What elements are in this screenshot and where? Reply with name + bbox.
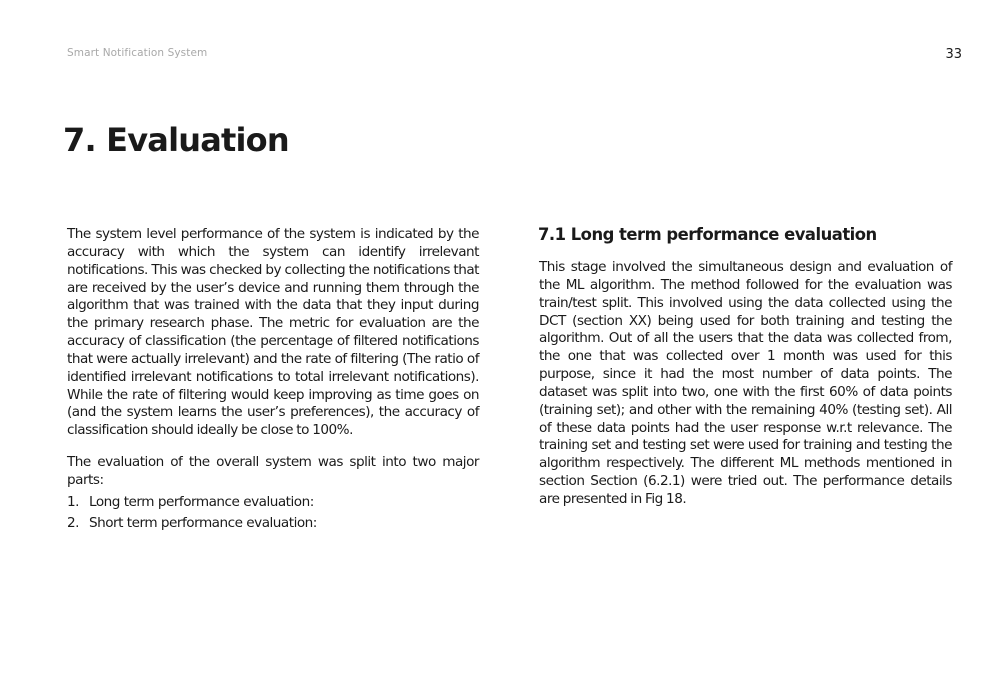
intro-paragraph: The system level performance of the system is indicated by the accuracy with which the system can identify irrelevant notifications. This was checked by collecting the notifications that are received by the user’s device and running them through the algorithm that was trained with the data that they input during the primary research phase. The metric for evaluation are the accuracy of classification (the percentage of filtered notifications that were actually irrelevant) and the rate of filtering (The ratio of identified irrelevant notifications to total irrelevant notifications). While the rate of filtering would keep improving as time goes on (and the system learns the user’s preferences), the accuracy of classification should ideally be close to 100%. [67,226,479,439]
chapter-title: 7. Evaluation [63,121,289,159]
list-item-text: Long term performance evaluation: [89,493,314,510]
list-item [67,494,479,512]
left-column [67,226,479,537]
page-number: 33 [945,47,962,62]
section-heading: 7.1 Long term performance evaluation [538,225,877,244]
running-header: Smart Notification System [67,47,208,59]
list-item [67,515,479,533]
list-marker: 2. [67,515,79,532]
evaluation-parts-list [67,494,479,533]
list-item-text: Short term performance evaluation: [89,515,317,532]
evaluation-split-paragraph: The evaluation of the overall system was split into two major parts: [67,454,479,488]
section-paragraph: This stage involved the simultaneous design and evaluation of the ML algorithm. The method followed for the evaluation was train/test split. This involved using the data collected using the DCT (section XX) being used for both training and testing the algorithm. Out of all the users that the data was collected from, the one that was collected over 1 month was used for this purpose, since it had the most number of data points. The dataset was split into two, one with the first 60% of data points (training set); and other with the remaining 40% (testing set). All of these data points had the user response w.r.t relevance. The training set and testing set were used for training and testing the algorithm respectively. The different ML methods mentioned in section Section (6.2.1) were tried out. The performance details are presented in Fig 18. [539,259,952,507]
right-column [538,224,952,509]
list-marker: 1. [67,493,79,510]
